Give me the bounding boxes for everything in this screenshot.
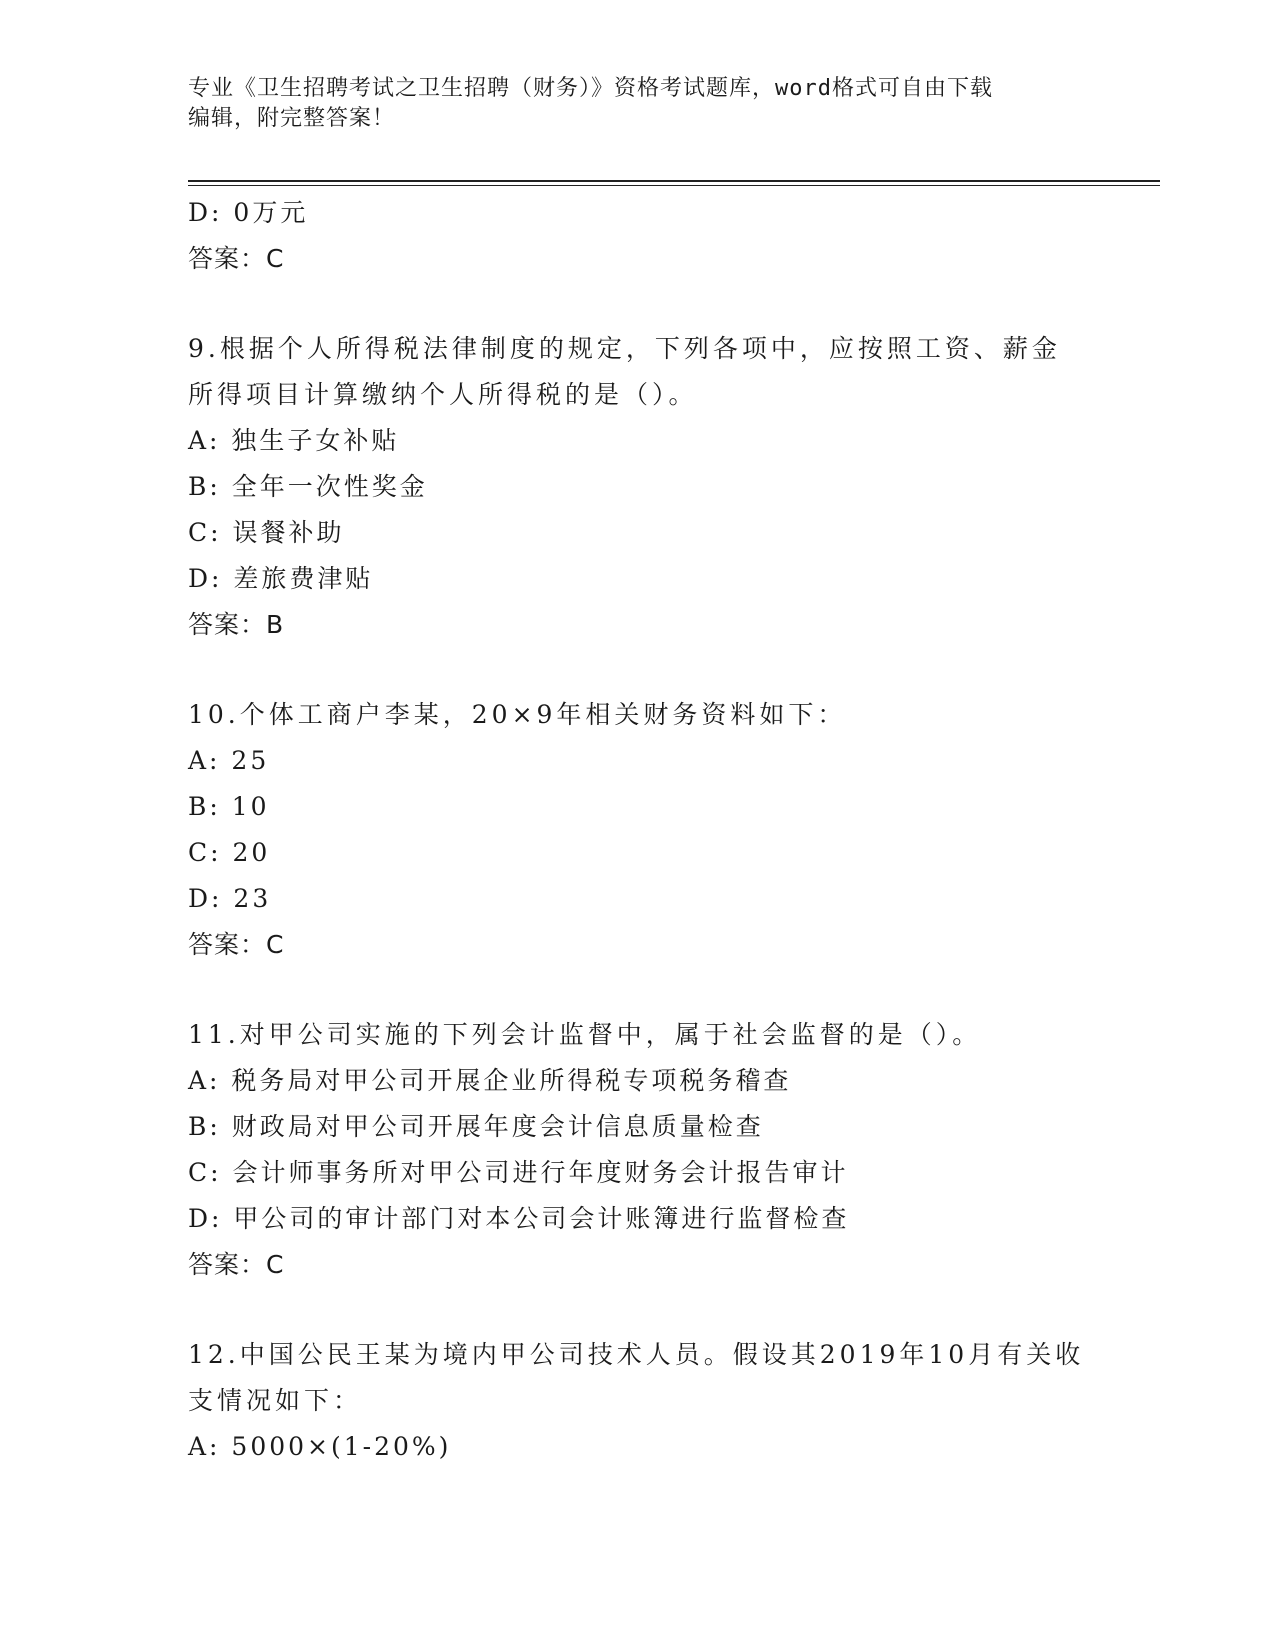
question-12 <box>188 1332 1088 1470</box>
answer: 答案：B <box>188 610 285 639</box>
option-a: A: 5000×(1-20%) <box>188 1432 452 1461</box>
header-line-2: 编辑，附完整答案！ <box>188 106 396 131</box>
option-a: A: 独生子女补贴 <box>188 426 400 455</box>
answer: 答案：C <box>188 930 285 959</box>
question-stem: 所得项目计算缴纳个人所得税的是（）。 <box>188 380 698 409</box>
question-stem: 12.中国公民王某为境内甲公司技术人员。假设其2019年10月有关收 <box>188 1340 1085 1369</box>
option-d: D: 23 <box>188 884 272 913</box>
answer: 答案：C <box>188 244 285 273</box>
header-line-1: 专业《卫生招聘考试之卫生招聘（财务）》资格考试题库，word格式可自由下载 <box>188 76 993 101</box>
option-c: C: 会计师事务所对甲公司进行年度财务会计报告审计 <box>188 1158 849 1187</box>
option-b: B: 财政局对甲公司开展年度会计信息质量检查 <box>188 1112 764 1141</box>
answer: 答案：C <box>188 1250 285 1279</box>
question-9 <box>188 326 1088 648</box>
question-content <box>188 190 1088 1470</box>
header-divider <box>188 180 1160 186</box>
question-10 <box>188 692 1088 968</box>
option-c: C: 20 <box>188 838 271 867</box>
option-a: A: 25 <box>188 746 270 775</box>
question-11 <box>188 1012 1088 1288</box>
option-d: D: 差旅费津贴 <box>188 564 374 593</box>
question-stem: 支情况如下： <box>188 1386 363 1415</box>
option-b: B: 10 <box>188 792 270 821</box>
option-a: A: 税务局对甲公司开展企业所得税专项税务稽查 <box>188 1066 792 1095</box>
question-stem: 9.根据个人所得税法律制度的规定，下列各项中，应按照工资、薪金 <box>188 334 1061 363</box>
question-stem: 11.对甲公司实施的下列会计监督中，属于社会监督的是（）。 <box>188 1020 982 1049</box>
document-header <box>188 74 1088 134</box>
option-d: D: 0万元 <box>188 198 309 227</box>
option-c: C: 误餐补助 <box>188 518 345 547</box>
option-b: B: 全年一次性奖金 <box>188 472 428 501</box>
option-d: D: 甲公司的审计部门对本公司会计账簿进行监督检查 <box>188 1204 850 1233</box>
question-stem: 10.个体工商户李某，20×9年相关财务资料如下： <box>188 700 847 729</box>
